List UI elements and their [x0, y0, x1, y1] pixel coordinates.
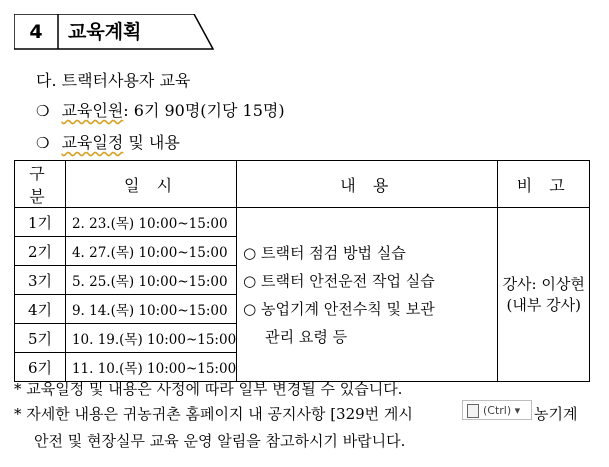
- date-cell: 2. 23.(목) 10:00~15:00: [65, 208, 236, 237]
- footnote-schedule-change: * 교육일정 및 내용은 사정에 따라 일부 변경될 수 있습니다.: [14, 380, 403, 398]
- header-note: 비 고: [498, 161, 590, 208]
- footnote-details-cont: 농기계: [534, 405, 578, 423]
- note-cell: [498, 208, 590, 382]
- instructor-type: (내부 강사): [506, 295, 581, 314]
- bullet-text: : 6기 90명(기당 15명): [123, 101, 285, 120]
- term-cell: 2기: [15, 237, 66, 266]
- content-item: ○ 트랙터 안전운전 작업 실습: [243, 271, 435, 290]
- date-cell: 10. 19.(목) 10:00~15:00: [65, 324, 236, 353]
- education-plan-table: [14, 160, 590, 382]
- bullet-label: 교육일정: [61, 133, 124, 152]
- term-cell: 4기: [15, 295, 66, 324]
- bullet-text: 및 내용: [123, 133, 180, 152]
- paste-options-label: (Ctrl): [483, 404, 512, 417]
- date-cell: 11. 10.(목) 10:00~15:00: [65, 353, 236, 382]
- date-cell: 9. 14.(목) 10:00~15:00: [65, 295, 236, 324]
- chevron-down-icon: ▾: [514, 404, 521, 417]
- bullet-participants: [36, 98, 285, 121]
- term-cell: 1기: [15, 208, 66, 237]
- instructor-name: 강사: 이상현: [502, 274, 585, 293]
- paste-options-button[interactable]: [462, 400, 532, 420]
- bullet-symbol: ❍: [36, 102, 50, 120]
- table-header-row: [15, 161, 590, 208]
- clipboard-icon: [467, 404, 479, 418]
- term-cell: 3기: [15, 266, 66, 295]
- section-header: [14, 14, 214, 50]
- section-title: 교육계획: [68, 21, 142, 43]
- header-datetime: 일 시: [65, 161, 236, 208]
- bullet-schedule: [36, 130, 180, 153]
- bullet-label: 교육인원: [61, 101, 124, 120]
- table-row: [15, 208, 590, 237]
- content-item: 관리 요령 등: [265, 327, 348, 346]
- header-content: 내 용: [237, 161, 498, 208]
- subsection-title: 다. 트랙터사용자 교육: [36, 71, 191, 90]
- footnote-details-line2: 안전 및 현장실무 교육 운영 알림을 참고하시기 바랍니다.: [34, 432, 406, 450]
- content-item: ○ 농업기계 안전수칙 및 보관: [243, 299, 435, 318]
- content-cell: [237, 208, 498, 382]
- bullet-symbol: ❍: [36, 134, 50, 152]
- header-term: 구 분: [15, 161, 66, 208]
- term-cell: 6기: [15, 353, 66, 382]
- date-cell: 5. 25.(목) 10:00~15:00: [65, 266, 236, 295]
- section-number: 4: [29, 21, 43, 43]
- date-cell: 4. 27.(목) 10:00~15:00: [65, 237, 236, 266]
- footnote-details: * 자세한 내용은 귀농귀촌 홈페이지 내 공지사항 [329번 게시: [14, 405, 413, 423]
- content-item: ○ 트랙터 점검 방법 실습: [243, 243, 406, 262]
- term-cell: 5기: [15, 324, 66, 353]
